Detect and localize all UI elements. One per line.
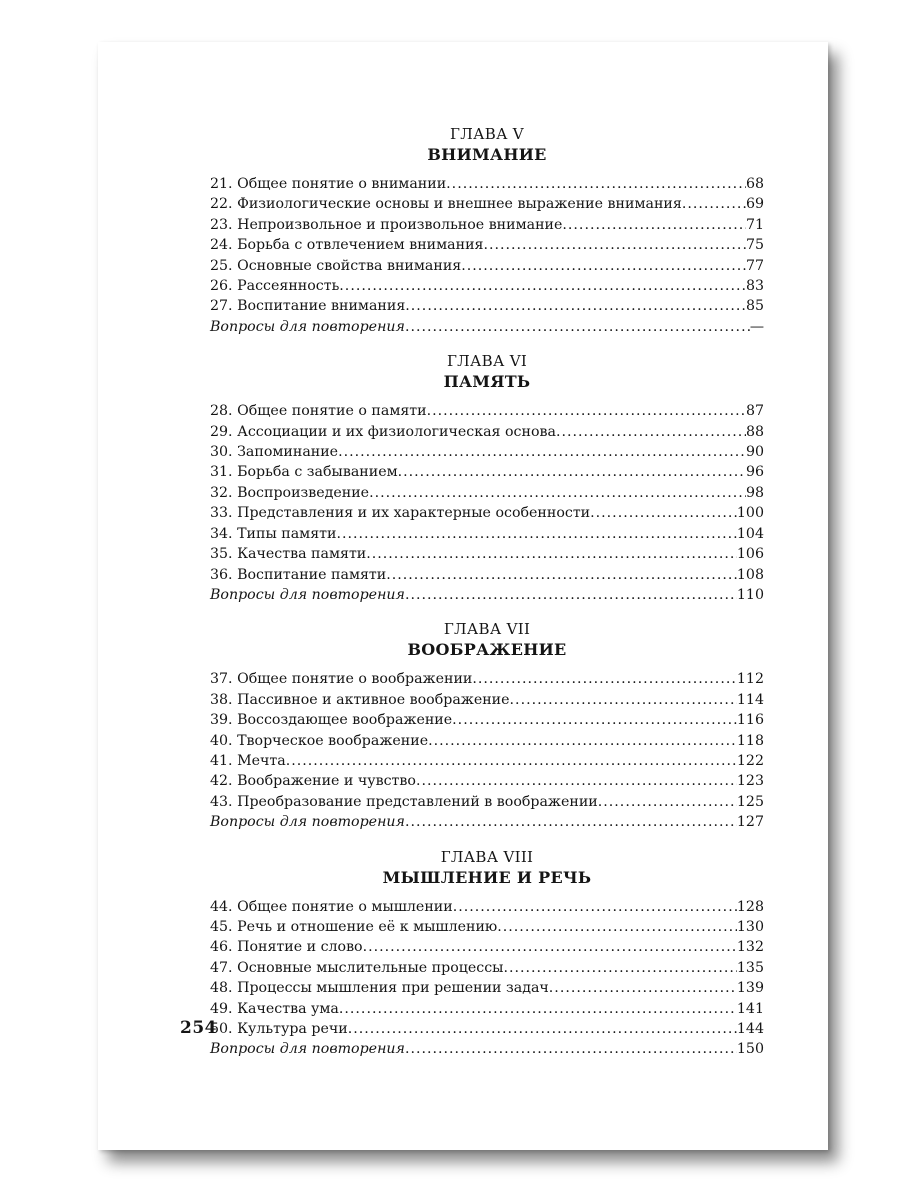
dot-leader — [386, 565, 737, 585]
toc-entry-page: 108 — [736, 566, 764, 583]
toc-entry-page: 116 — [736, 712, 764, 729]
chapter-label: ГЛАВА VIII — [440, 847, 534, 866]
toc-entry-page: 100 — [736, 505, 764, 522]
toc-entry-title: 24. Борьба с отвлечением внимания — [210, 237, 484, 254]
dot-leader — [452, 710, 737, 730]
toc-entry — [210, 215, 764, 235]
dot-leader — [556, 422, 746, 442]
toc-entry — [210, 1019, 764, 1039]
dot-leader — [497, 917, 737, 937]
toc-entry-title: 44. Общее понятие о мышлении — [210, 898, 453, 915]
toc-entry — [210, 917, 764, 937]
dot-leader — [453, 897, 737, 917]
toc-entry-title: 30. Запоминание — [210, 444, 339, 461]
toc-entry-title: Вопросы для повторения — [210, 1041, 405, 1058]
toc-entry-page: 75 — [745, 237, 764, 254]
dot-leader — [549, 978, 737, 998]
toc-entry — [210, 483, 764, 503]
toc-entry-title: 47. Основные мыслительные процессы — [210, 959, 504, 976]
toc-entry-title: 40. Творческое воображение — [210, 732, 429, 749]
page-number: 254 — [180, 1018, 217, 1038]
toc-entry-page: 144 — [736, 1021, 764, 1037]
toc-entry — [210, 999, 764, 1019]
toc-entry — [210, 401, 764, 421]
toc-entry-title: 26. Рассеянность — [210, 278, 340, 295]
dot-leader — [682, 194, 746, 214]
dot-leader — [483, 235, 745, 255]
dot-leader — [446, 174, 746, 194]
dot-leader — [562, 215, 746, 235]
dot-leader — [405, 812, 737, 832]
toc-entry-page: 125 — [736, 793, 764, 810]
toc-entry-page: — — [749, 318, 764, 335]
toc-entry — [210, 690, 764, 710]
toc-entry-title: Вопросы для повторения — [210, 586, 405, 603]
chapter-section — [210, 351, 764, 605]
toc-entry-page: 96 — [745, 464, 764, 481]
dot-leader — [338, 442, 746, 462]
dot-leader — [336, 524, 736, 544]
dot-leader — [363, 937, 737, 957]
chapter-title: ВООБРАЖЕНИЕ — [407, 640, 567, 660]
toc-entry — [210, 710, 764, 730]
toc-entry-page: 90 — [745, 444, 764, 461]
dot-leader — [590, 503, 737, 523]
toc-entry — [210, 731, 764, 751]
chapter-label: ГЛАВА V — [450, 125, 524, 143]
toc-entry — [210, 978, 764, 998]
toc-entry — [210, 235, 764, 255]
toc-entry-page: 77 — [745, 257, 764, 274]
toc-entry-title: 45. Речь и отношение её к мышлению — [210, 918, 498, 935]
toc-entry-title: 49. Качества ума — [210, 1000, 339, 1017]
toc-entry-review — [210, 585, 764, 605]
toc-entry — [210, 524, 764, 544]
toc-entry-title: 46. Понятие и слово — [210, 939, 363, 956]
dot-leader — [416, 771, 737, 791]
toc-entry-page: 104 — [736, 525, 764, 542]
toc-entry-page: 88 — [745, 423, 764, 440]
toc-entry-title: 42. Воображение и чувство — [210, 773, 416, 790]
chapter-section — [210, 619, 764, 832]
toc-entry-page: 118 — [736, 732, 764, 749]
toc-entry — [210, 462, 764, 482]
dot-leader — [405, 585, 737, 605]
toc-entry-title: 21. Общее понятие о внимании — [210, 176, 447, 192]
toc-entry-title: 34. Типы памяти — [210, 525, 337, 542]
dot-leader — [428, 731, 737, 751]
toc-entry-page: 114 — [736, 691, 764, 708]
toc-entry-review — [210, 812, 764, 832]
toc-entry-title: 36. Воспитание памяти — [210, 566, 387, 583]
toc-entry-title: 22. Физиологические основы и внешнее выражение внимания — [210, 196, 682, 213]
dot-leader — [503, 958, 736, 978]
chapter-section — [210, 124, 764, 337]
toc-entry-review — [210, 317, 764, 337]
toc-entry-page: 98 — [745, 484, 764, 501]
toc-entry — [210, 503, 764, 523]
toc-entry-title: 27. Воспитание внимания — [210, 298, 406, 315]
toc-entry-title: 41. Мечта — [210, 752, 286, 769]
toc-entry-page: 87 — [745, 403, 764, 420]
dot-leader — [598, 792, 737, 812]
toc-entry-title: 37. Общее понятие о воображении — [210, 671, 473, 688]
toc-entry-title: 38. Пассивное и активное воображение — [210, 691, 510, 708]
toc-entry — [210, 897, 764, 917]
toc-entry-page: 69 — [745, 196, 764, 213]
toc-entry — [210, 422, 764, 442]
toc-entry — [210, 174, 764, 194]
toc-entry — [210, 958, 764, 978]
dot-leader — [286, 751, 737, 771]
toc-entry — [210, 194, 764, 214]
toc-entry-page: 150 — [736, 1041, 764, 1058]
dot-leader — [472, 669, 737, 689]
toc-entry — [210, 276, 764, 296]
toc-entry-page: 112 — [736, 671, 764, 688]
toc-entry-title: 39. Воссоздающее воображение — [210, 712, 453, 729]
chapter-title: ПАМЯТЬ — [443, 372, 531, 392]
toc-entry-page: 83 — [745, 278, 764, 295]
toc-entry-page: 128 — [736, 898, 764, 915]
toc-entry-title: 25. Основные свойства внимания — [210, 257, 462, 274]
dot-leader — [427, 401, 746, 421]
dot-leader — [510, 690, 737, 710]
toc-entry — [210, 296, 764, 316]
toc-entry-title: 48. Процессы мышления при решении задач — [210, 980, 549, 997]
dot-leader — [398, 462, 746, 482]
toc-entry-page: 135 — [736, 959, 764, 976]
toc-entry-title: Вопросы для повторения — [210, 814, 405, 831]
toc-entry-title: 31. Борьба с забыванием — [210, 464, 398, 481]
toc-entry — [210, 544, 764, 564]
toc-entry — [210, 792, 764, 812]
chapter-title: МЫШЛЕНИЕ И РЕЧЬ — [382, 867, 592, 887]
toc-entry-page: 132 — [736, 939, 764, 956]
toc-entry-title: 43. Преобразование представлений в воображении — [210, 793, 598, 810]
toc-entry-page: 127 — [736, 814, 764, 831]
dot-leader — [339, 999, 737, 1019]
toc-entry-title: 32. Воспроизведение — [210, 484, 370, 501]
toc-entry-title: 33. Представления и их характерные особенности — [210, 505, 591, 522]
book-page — [98, 42, 828, 1150]
dot-leader — [348, 1019, 737, 1039]
toc-entry-page: 130 — [736, 918, 764, 935]
toc-entry-title: 29. Ассоциации и их физиологическая основа — [210, 423, 556, 440]
toc-entry-title: 28. Общее понятие о памяти — [210, 403, 427, 420]
toc-entry-page: 123 — [736, 773, 764, 790]
dot-leader — [461, 256, 746, 276]
dot-leader — [405, 296, 746, 316]
toc-entry-title: 50. Культура речи — [210, 1021, 348, 1037]
toc-entry-page: 85 — [745, 298, 764, 315]
toc-entry-title: 35. Качества памяти — [210, 546, 367, 563]
chapter-label: ГЛАВА VI — [446, 352, 528, 371]
dot-leader — [339, 276, 746, 296]
chapter-section — [210, 847, 764, 1060]
toc-entry-page: 68 — [745, 176, 764, 192]
toc-entry — [210, 442, 764, 462]
dot-leader — [405, 317, 750, 337]
dot-leader — [369, 483, 746, 503]
toc-entry — [210, 256, 764, 276]
toc-entry-page: 71 — [745, 216, 764, 233]
toc-entry-page: 110 — [736, 586, 764, 603]
toc-entry-page: 139 — [736, 980, 764, 997]
chapter-title: ВНИМАНИЕ — [427, 145, 547, 164]
toc-entry-title: 23. Непроизвольное и произвольное внимание — [210, 216, 563, 233]
toc-entry-review — [210, 1039, 764, 1059]
toc-entry-page: 122 — [736, 752, 764, 769]
toc-entry — [210, 565, 764, 585]
dot-leader — [366, 544, 737, 564]
toc-entry — [210, 751, 764, 771]
toc-entry-page: 141 — [736, 1000, 764, 1017]
chapter-label: ГЛАВА VII — [443, 620, 531, 639]
toc-entry-title: Вопросы для повторения — [210, 318, 405, 335]
toc-entry — [210, 669, 764, 689]
toc-entry — [210, 937, 764, 957]
toc-entry-page: 106 — [736, 546, 764, 563]
toc-entry — [210, 771, 764, 791]
dot-leader — [405, 1039, 737, 1059]
table-of-contents — [210, 124, 764, 1060]
